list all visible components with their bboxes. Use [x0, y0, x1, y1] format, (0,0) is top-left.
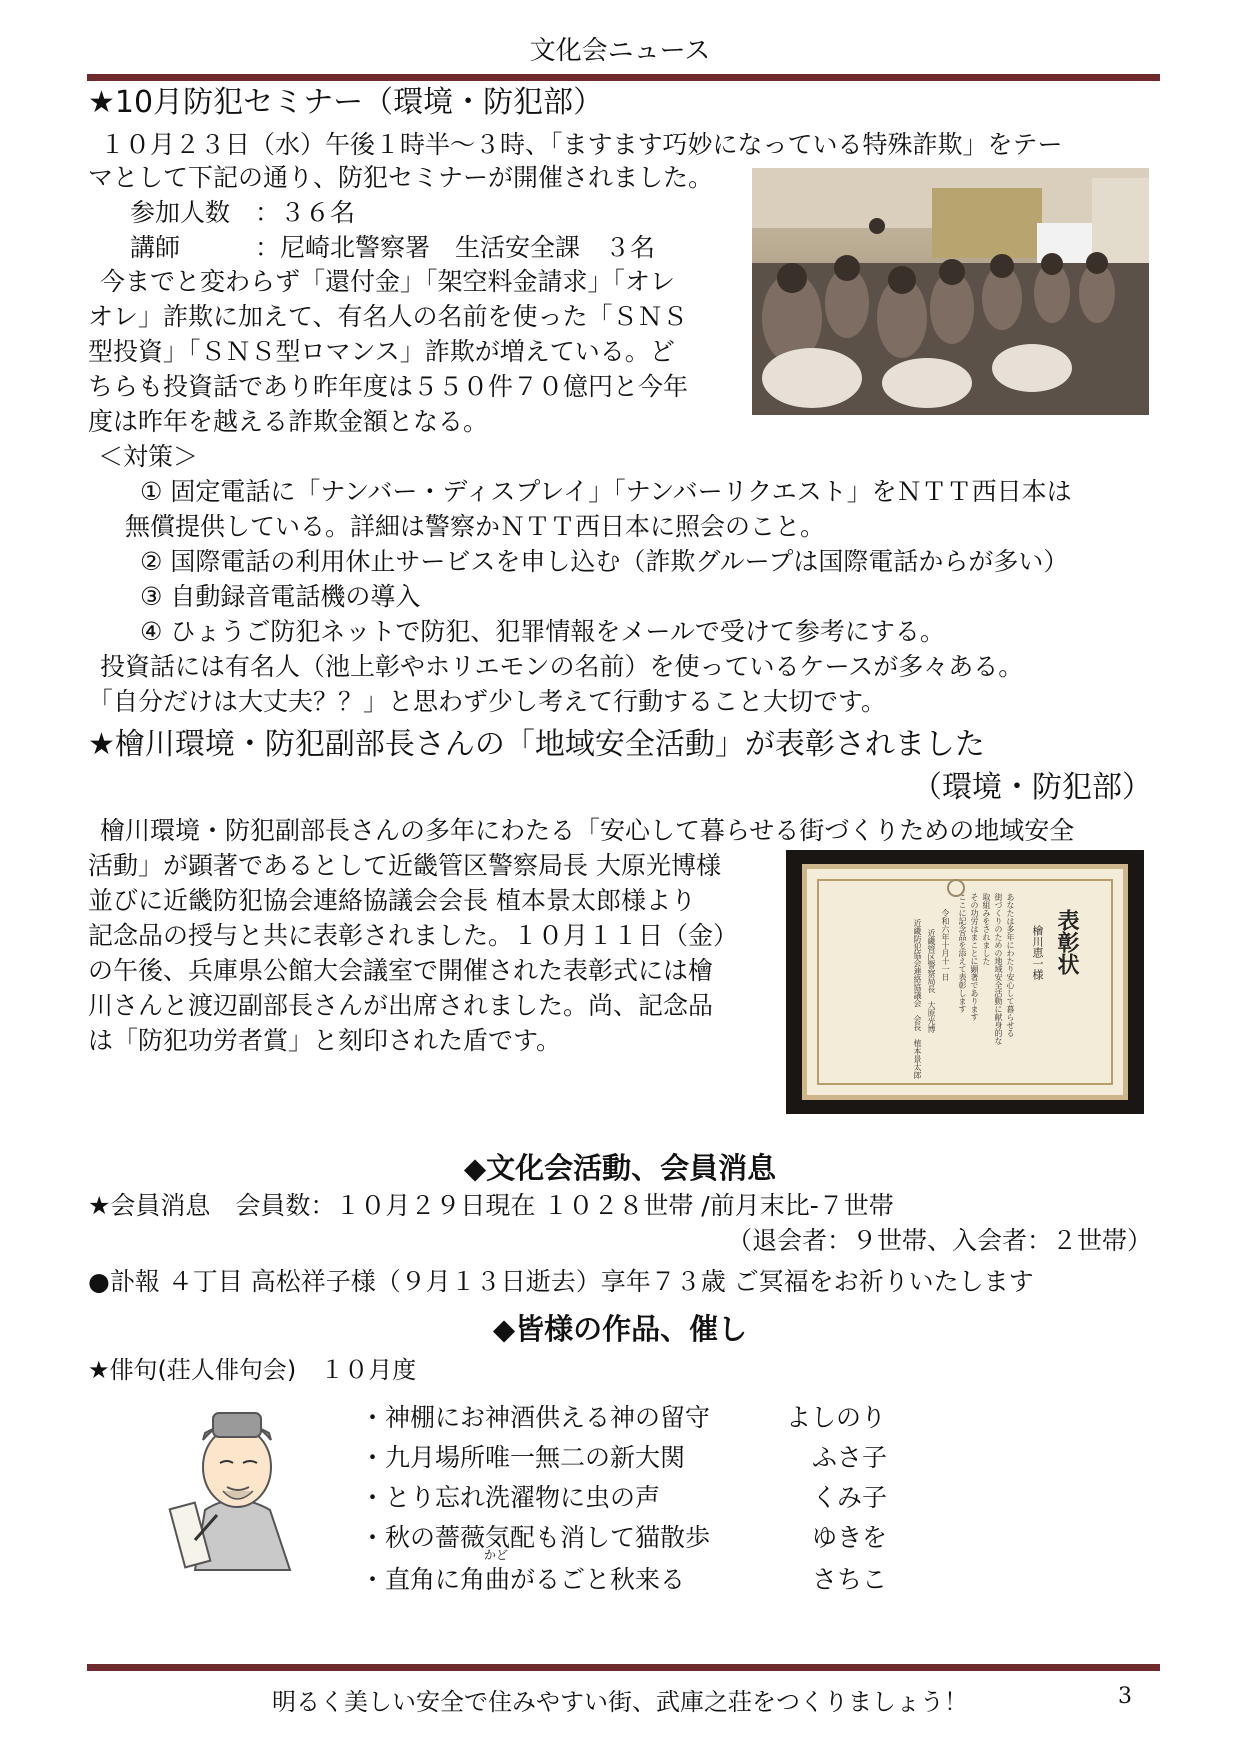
award-line-3: 並びに近畿防犯協会連絡協議会会長 植本景太郎様より [88, 886, 696, 915]
haiku-5-author: さちこ [812, 1565, 888, 1594]
measure-1-cont: 無償提供している。詳細は警察かＮＴＴ西日本に照会のこと。 [125, 512, 826, 541]
members-detail: （退会者：９世帯、入会者：２世帯） [726, 1226, 1152, 1255]
members-line: ★会員消息 会員数：１０月２９日現在 １０２８世帯 /前月末比-７世帯 [88, 1191, 894, 1220]
haiku-3: ・とり忘れ洗濯物に虫の声 [360, 1483, 661, 1512]
certificate-recipient: 檜川恵一様 [1031, 925, 1044, 980]
seminar-lecturer: 講師 ：尼崎北警察署 生活安全課 ３名 [130, 233, 656, 262]
haiku-3-author: くみ子 [812, 1483, 888, 1512]
certificate-issuer-2: 近畿防犯協会連絡協議会 会長 植本景太郎 [913, 919, 922, 1079]
measure-2: ② 国際電話の利用休止サービスを申し込む（詐欺グループは国際電話からが多い） [140, 547, 1069, 576]
measure-1: ① 固定電話に「ナンバー・ディスプレイ」「ナンバーリクエスト」をＮＴＴ西日本は [140, 477, 1072, 506]
haiku-5-ruby: かど [484, 1548, 509, 1562]
certificate-body-5: ここに記念品を添えて表彰します [958, 893, 967, 1013]
award-line-4: 記念品の授与と共に表彰されました。１０月１１日（金） [88, 921, 739, 950]
seminar-line-2: マとして下記の通り、防犯セミナーが開催されました。 [88, 163, 714, 192]
award-heading: ★檜川環境・防犯副部長さんの「地域安全活動」が表彰されました [88, 727, 985, 762]
haiku-poet-illustration [165, 1395, 305, 1575]
award-line-7: は「防犯功労者賞」と刻印された盾です。 [88, 1026, 562, 1055]
certificate-date: 令和六年十月十一日 [941, 909, 950, 981]
seminar-closing-2: 「自分だけは大丈夫？？」と思わず少し考えて行動すること大切です。 [88, 687, 887, 716]
seminar-line-5: 今までと変わらず「還付金」「架空料金請求」「オレ [100, 267, 676, 296]
award-line-5: の午後、兵庫県公館大会議室で開催された表彰式には檜 [88, 956, 714, 985]
measure-4: ④ ひょうご防犯ネットで防犯、犯罪情報をメールで受けて参考にする。 [140, 617, 945, 646]
haiku-4: ・秋の薔薇気配も消して猫散歩 [360, 1523, 711, 1552]
footer-rule [87, 1664, 1160, 1671]
footer-slogan: 明るく美しい安全で住みやすい街、武庫之荘をつくりましょう！ [272, 1688, 968, 1716]
header-rule [87, 74, 1160, 81]
seminar-line-6: オレ」詐欺に加えて、有名人の名前を使った「ＳＮＳ [88, 302, 688, 331]
seminar-line-9: 度は昨年を越える詐欺金額となる。 [88, 407, 489, 436]
award-line-2: 活動」が顕著であるとして近畿管区警察局長 大原光博様 [88, 851, 721, 880]
certificate-body-3: 取組みをされました [982, 893, 991, 965]
seminar-line-1: １０月２３日（水）午後１時半～３時、「ますます巧妙になっている特殊詐欺」をテー [100, 130, 1063, 159]
seminar-line-7: 型投資」「ＳＮＳ型ロマンス」詐欺が増えている。ど [88, 337, 675, 366]
certificate-issuer-1: 近畿管区警察局長 大原光博 [927, 929, 936, 1033]
haiku-2: ・九月場所唯一無二の新大関 [360, 1443, 686, 1472]
award-dept: （環境・防犯部） [912, 770, 1152, 805]
page-number: 3 [1118, 1684, 1132, 1709]
award-line-1: 檜川環境・防犯副部長さんの多年にわたる「安心して暮らせる街づくりための地域安全 [100, 816, 1075, 845]
haiku-1-author: よしのり [786, 1403, 887, 1432]
measure-3: ③ 自動録音電話機の導入 [140, 582, 421, 611]
newsletter-title: 文化会ニュース [529, 36, 711, 66]
seminar-attendance: 参加人数 ：３６名 [130, 198, 356, 227]
seminar-heading: ★10月防犯セミナー（環境・防犯部） [88, 85, 604, 120]
award-line-6: 川さんと渡辺副部長さんが出席されました。尚、記念品 [88, 991, 714, 1020]
poet-icon [165, 1395, 305, 1575]
works-heading: ◆皆様の作品、催し [492, 1312, 748, 1346]
haiku-1: ・神棚にお神酒供える神の留守 [360, 1403, 711, 1432]
seminar-photo-illustration [752, 168, 1149, 415]
activity-heading: ◆文化会活動、会員消息 [463, 1151, 777, 1185]
certificate-title: 表彰状 [1054, 909, 1080, 975]
certificate-body-1: あなたは多年にわたり安心して暮らせる [1006, 893, 1015, 1037]
haiku-5: ・直角に角曲がるごと秋来る [360, 1565, 686, 1594]
seminar-line-8: ちらも投資話であり昨年度は５５０件７０億円と今年 [88, 372, 689, 401]
certificate-body-2: 街づくりのための地域安全活動に献身的な [994, 893, 1003, 1045]
seminar-closing-1: 投資話には有名人（池上彰やホリエモンの名前）を使っているケースが多々ある。 [100, 652, 1024, 681]
obituary-line: ●訃報 ４丁目 高松祥子様（９月１３日逝去）享年７３歳 ご冥福をお祈りいたします [88, 1267, 1034, 1296]
haiku-4-author: ゆきを [812, 1523, 888, 1552]
haiku-heading: ★俳句(荘人俳句会) １０月度 [88, 1356, 417, 1384]
certificate-paper [802, 864, 1128, 1100]
certificate-photo [786, 850, 1144, 1114]
certificate-body-4: その功労はまことに顕著であります [970, 893, 979, 1021]
seminar-photo [752, 168, 1149, 415]
measures-heading: ＜対策＞ [98, 442, 199, 471]
haiku-2-author: ふさ子 [812, 1443, 888, 1472]
certificate-seal [947, 879, 965, 897]
